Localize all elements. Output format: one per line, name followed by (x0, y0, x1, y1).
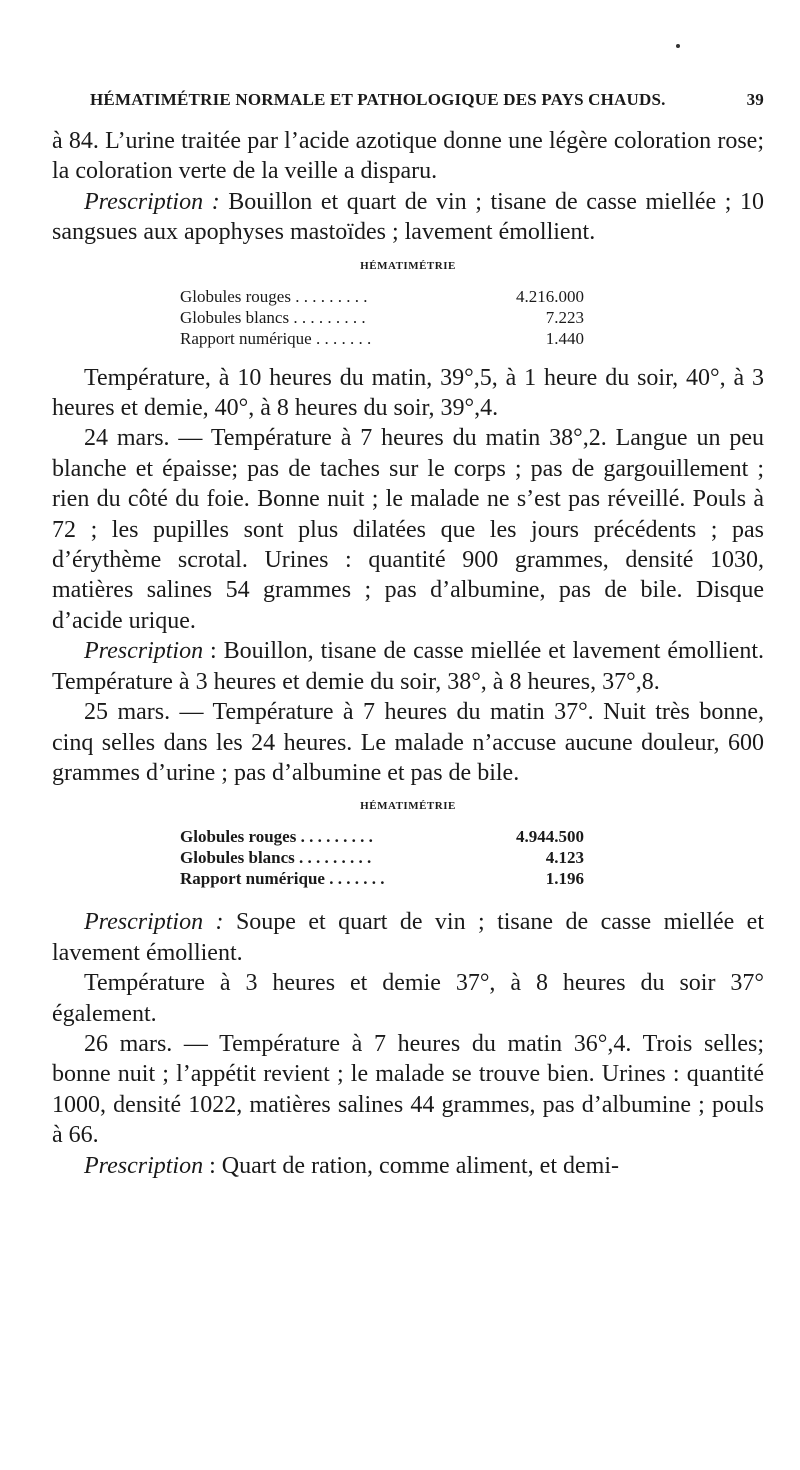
table-row (180, 868, 584, 889)
row-value: 1.440 (545, 328, 584, 348)
prescription-paragraph (52, 1151, 764, 1181)
hematimetrie-title: HÉMATIMÉTRIE (360, 259, 456, 272)
hematimetrie-title: HÉMATIMÉTRIE (360, 800, 456, 813)
paragraph: 24 mars. — Température à 7 heures du matin 38°,2. Langue un peu blanche et épaisse; pas de taches sur le corps ; pas de gargouillement ; rien du côté du foie. Bonne nuit ; le malade ne s’est pas réveillé. Pouls à 72 ; les pupilles sont plus dilatées que les jours précédents ; pas d’érythème scrotal. Urines : quantité 900 grammes, densité 1030, matières salines 54 grammes ; pas d’albumine, pas de bile. Disque d’acide urique. (52, 425, 764, 634)
prescription-label: Prescription : (84, 909, 224, 936)
paragraph: à 84. L’urine traitée par l’acide azotique donne une légère coloration rose; la coloration verte de la veille a disparu. (52, 128, 764, 185)
row-label: Globules rouges . . . . . . . . . (180, 827, 373, 847)
hematimetrie-table (180, 826, 584, 889)
paragraph: 25 mars. — Température à 7 heures du matin 37°. Nuit très bonne, cinq selles dans les 24 heures. Le malade n’accuse aucune douleur, 600 grammes d’urine ; pas d’albumine et pas de bile. (52, 699, 764, 786)
table-row (180, 847, 584, 868)
prescription-paragraph (52, 907, 764, 968)
table-row (180, 826, 584, 847)
row-label: Rapport numérique . . . . . . . (180, 328, 372, 348)
hematimetrie-table (180, 286, 584, 349)
hematimetrie-block (52, 800, 764, 889)
row-value: 4.216.000 (516, 286, 584, 306)
table-row (180, 286, 584, 307)
prescription-text: : Quart de ration, comme aliment, et demi- (203, 1152, 619, 1179)
row-value: 4.123 (545, 848, 584, 868)
prescription-paragraph (52, 187, 764, 248)
prescription-text: Soupe et quart de vin ; tisane de casse miellée et lavement émollient. (52, 909, 764, 966)
running-header (90, 90, 764, 110)
prescription-text: Bouillon et quart de vin ; tisane de casse miellée ; 10 sangsues aux apophyses mastoïdes ; lavement émollient. (52, 188, 764, 246)
prescription-label: Prescription (84, 638, 204, 665)
table-row (180, 328, 584, 349)
book-page (52, 0, 764, 1470)
prescription-label: Prescription (84, 1152, 204, 1179)
row-label: Globules rouges . . . . . . . . . (180, 286, 368, 306)
running-title: HÉMATIMÉTRIE NORMALE ET PATHOLOGIQUE DES PAYS CHAUDS. (90, 90, 666, 109)
body-text (52, 126, 764, 1181)
prescription-paragraph (52, 636, 764, 697)
paragraph: Température à 3 heures et demie 37°, à 8 heures du soir 37° également. (52, 970, 764, 1027)
paragraph: Température, à 10 heures du matin, 39°,5, à 1 heure du soir, 40°, à 3 heures et demie, 40°, à 8 heures du soir, 39°,4. (52, 364, 764, 422)
row-label: Globules blancs . . . . . . . . . (180, 307, 366, 327)
row-value: 1.196 (545, 869, 584, 889)
page-number: 39 (746, 90, 764, 109)
prescription-label: Prescription : (84, 188, 220, 215)
paragraph: 26 mars. — Température à 7 heures du matin 36°,4. Trois selles; bonne nuit ; l’appétit revient ; le malade se trouve bien. Urines : quantité 1000, densité 1022, matières salines 44 grammes, pas d’albumine ; pouls à 66. (52, 1030, 764, 1149)
row-label: Rapport numérique . . . . . . . (180, 869, 385, 889)
table-row (180, 307, 584, 328)
hematimetrie-block (52, 260, 764, 349)
prescription-text: : Bouillon, tisane de casse miellée et lavement émollient. Température à 3 heures et demie du soir, 38°, à 8 heures, 37°,8. (52, 638, 764, 695)
row-value: 4.944.500 (516, 827, 584, 847)
row-value: 7.223 (545, 307, 584, 327)
row-label: Globules blancs . . . . . . . . . (180, 848, 372, 868)
